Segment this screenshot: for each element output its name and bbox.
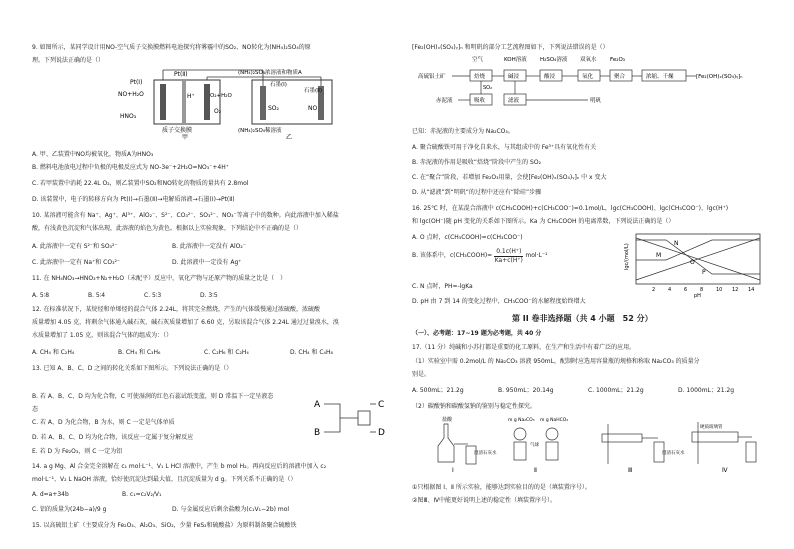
graph-xtick-8: 8 <box>700 287 704 293</box>
q17-option-d: D. 1000mL；21.2g <box>678 387 735 394</box>
flow-step-alkali: 碱浸 <box>508 74 520 80</box>
q14-stem-line1: 14. a g Mg、Al 合金完全溶解在 c₁ mol·L⁻¹、V₁ L HCl 溶液中，产生 b mol H₂。再向反应后的溶液中加入 c₂ <box>32 463 327 470</box>
q9-option-a: A. 甲、乙装置中NO均被氧化，物质A为HNO₃ <box>32 151 154 158</box>
graph-xlabel: pH <box>694 293 701 298</box>
label-o2: O₂ <box>214 108 222 115</box>
graph-xtick-4: 4 <box>668 287 672 293</box>
q16-stem-line1: 16. 25℃ 时，在某混合溶液中 c(CH₃COOH)+c(CH₃COO⁻)=0.1mol/L，lgc(CH₃COOH)、lgc(CH₃COO⁻)、lgc(H⁺) <box>412 205 729 212</box>
q10-option-d: D. 此溶液中一定没有 Ag⁺ <box>172 259 242 266</box>
flow-step-absorb: 吸收 <box>474 98 486 104</box>
graph-xtick-14: 14 <box>748 287 755 293</box>
graph-point-p: P <box>702 269 706 276</box>
q15-option-c: C. 在“聚合”阶段，若增加 Fe₂O₃用量，会使[Fe₂(OH)ₓ(SO₄)ᵧ]ₙ 中 x 变大 <box>412 174 607 181</box>
q12-option-b: B. CH₄ 和 C₃H₆ <box>118 349 161 356</box>
flow-top-air: 空气 <box>472 57 484 63</box>
label-graphite1: 石墨(Ⅰ) <box>270 82 287 88</box>
left-column <box>32 0 402 549</box>
label-nh4so4-conc: (NH₄)₂SO₄浓溶液和物质A <box>238 70 302 76</box>
flow-product-alum: 明矾 <box>590 98 602 104</box>
q9-option-c: C. 若甲装置中消耗 22.4L O₂，则乙装置中SO₂和NO转化的物质的量共有 2.8mol <box>32 180 249 187</box>
q11-options <box>32 292 218 300</box>
q16-option-c: C. N 点时，PH=-lgKa <box>412 283 473 290</box>
q17-stem: 17.（11 分）纯碱和小苏打都是重要的化工原料，在生产和生活中有着广泛的应用。 <box>412 344 636 351</box>
q13-option-e: E. 若 D 为 Fe₂O₃，则 C 一定为铝 <box>32 448 123 455</box>
q15-flowchart <box>412 54 762 120</box>
q15-note: 已知：赤泥液的主要成分为 Na₂CO₃。 <box>412 128 514 135</box>
q16-stem-line2: 和 lgc(OH⁻)随 pH 变化的关系如下图所示。Ka 为 CH₃COOH 的电离常数，下列说法正确的是（） <box>412 218 675 225</box>
q16-option-b-prefix: B. 该体系中， <box>412 252 450 260</box>
flow-redmud: 赤泥液 <box>436 98 453 104</box>
q17-1-options <box>412 387 734 395</box>
q14-option-b: B. c₁=c₂V₂/V₁ <box>122 491 162 498</box>
graph-xtick-10: 10 <box>716 287 723 293</box>
proton-membrane <box>182 80 186 124</box>
graph-point-m: M <box>656 252 662 259</box>
q13-option-b-wrap: 态 <box>32 406 39 413</box>
q10-options-row2 <box>32 259 241 267</box>
q14-options-row2 <box>32 506 289 514</box>
q12-option-c: C. C₂H₆ 和 C₂H₄ <box>204 349 249 356</box>
node-b: B <box>314 428 321 438</box>
label-nh4so4-dilute: (NH₄)₂SO₄稀溶液 <box>238 128 282 134</box>
q14-option-c: C. 铝的质量为(24b−a)/9 g <box>32 506 107 513</box>
q17-apparatus <box>422 414 762 474</box>
label-hno3: HNO₃ <box>120 113 137 120</box>
apparatus-hcl: 盐酸 <box>442 417 453 423</box>
q10-stem-line2: 酸，有浅黄色沉淀和气体出现，此溶液的焰色为黄色。根据以上实验现象，下列结论中不正确的是（） <box>32 225 303 232</box>
q16-option-d: D. pH 由 7 到 14 的变化过程中，CH₃COO⁻的水解程度始终增大 <box>412 298 586 305</box>
q11-option-a: A. 5∶8 <box>32 292 50 299</box>
q12-stem-line1: 12. 在标准状况下，某烷烃和单烯烃的混合气体 2.24L，将其完全燃烧，产生的气体缓慢通过浓硫酸，浓硫酸 <box>32 306 321 313</box>
q16-option-b <box>412 248 547 264</box>
q10-option-b: B. 此溶液中一定没有 AlO₂⁻ <box>172 243 246 250</box>
q15-option-b: B. 赤泥液的作用是吸收“焙烧”阶段中产生的 SO₂ <box>412 159 541 166</box>
electrode-graphite1 <box>260 86 266 120</box>
flow-step-acid: 酸浸 <box>544 74 556 80</box>
q12-stem-line3: 水质量增加了 1.05 克，则该混合气体的组成为：（） <box>32 332 173 339</box>
graph-xtick-2: 2 <box>652 287 656 293</box>
q17-2-part-a: ①只根据图 Ⅰ、Ⅱ 所示实验，能够达到实验目的的是（填装置序号）。 <box>412 484 591 491</box>
q17-1-line1: （1）实验室中需 0.2mol/L 的 Na₂CO₃ 溶液 950mL，配制时应选用容量瓶的规格和称取 Na₂CO₃ 的质量分 <box>412 358 700 365</box>
q15-stem-cont: [Fe₂(OH)ₓ(SO₄)ᵧ]ₙ 和明矾的部分工艺流程图如下，下列说法错误的是（） <box>412 44 609 51</box>
electrode-pt1 <box>160 84 166 120</box>
label-yi: 乙 <box>286 134 293 140</box>
q10-option-a: A. 此溶液中一定有 S²⁻和 SO₃²⁻ <box>32 243 118 250</box>
graph-xtick-12: 12 <box>732 287 739 293</box>
q14-options-row1 <box>32 491 161 499</box>
q13-option-d: D. 若 A、B、C、D 均为化合物，该反应一定属于复分解反应 <box>32 434 194 441</box>
q10-option-c: C. 此溶液中一定有 Na⁺和 CO₃²⁻ <box>32 259 121 266</box>
flow-top-h2o2: 双氧水 <box>580 57 597 63</box>
q16-option-a: A. O 点时，c(CH₃COOH)=c(CH₃COO⁻) <box>412 234 523 241</box>
q17-2-stem: （2）碳酸钠和碳酸氢钠的鉴别与稳定性探究。 <box>412 403 536 410</box>
apparatus-limewater-1: 澄清石灰水 <box>474 451 497 456</box>
part2-section: （一）、必考题：17~19 题为必考题，共 40 分 <box>412 330 542 337</box>
apparatus-label-4: Ⅳ <box>722 467 728 474</box>
label-jia: 甲 <box>182 134 189 140</box>
flow-product-polyferric: [Fe₂(OH)ₓ(SO₄)ᵧ]ₙ <box>696 74 743 80</box>
q16-graph <box>622 230 764 298</box>
q13-option-b: B. 若 A、B、C、D 均为化合物，C 可使湿润的红色石蕊试纸变蓝，则 D 常温下一定呈液态 <box>32 393 274 400</box>
q11-stem: 11. 在 NH₄NO₃→HNO₃+N₂+H₂O（未配平）反应中，氧化产物与还原产物的质量之比是（ ） <box>32 275 287 282</box>
q10-options-row1 <box>32 243 246 251</box>
flow-top-h2so4: H₂SO₄溶液 <box>540 57 568 63</box>
part2-title: 第 II 卷非选择题（共 4 小题 52 分） <box>512 314 653 323</box>
q13-option-c: C. 若 A、D 为化合物，B 为水，则 C 一定是气体单质 <box>32 419 175 426</box>
node-a: A <box>314 400 321 410</box>
apparatus-balloon: 气球 <box>530 443 539 448</box>
electrode-pt2 <box>204 84 210 120</box>
label-no: NO <box>308 105 318 112</box>
flow-so2: SO₂ <box>483 85 493 91</box>
label-no-h2o: NO+H₂O <box>118 91 144 98</box>
flow-step-filtrate: 滤液 <box>508 98 520 104</box>
label-membrane: 质子交换膜 <box>162 127 193 134</box>
label-graphite2: 石墨(Ⅱ) <box>304 88 322 94</box>
q15-stem: 15. 以高硫铝土矿（主要成分为 Fe₂O₃、Al₂O₃、SiO₂，少量 FeS₂和硫酸盐）为原料制备聚合硫酸铁 <box>32 522 297 529</box>
q13-reaction-diagram <box>312 397 392 441</box>
label-so2: SO₂ <box>268 105 279 112</box>
apparatus-tube: 硬质玻璃管 <box>700 425 723 430</box>
q14-option-a: A. d=a+34b <box>32 491 69 498</box>
apparatus-na2co3: m g Na₂CO₃ <box>508 418 535 423</box>
q11-option-b: B. 5∶4 <box>88 292 106 299</box>
apparatus-nahco3: m g NaHCO₃ <box>540 418 569 423</box>
q12-option-d: D. CH₄ 和 C₄H₈ <box>290 349 333 356</box>
label-o2-h2o: O₂+H₂O <box>210 93 232 99</box>
q16-option-b-numerator: 0.1c(H⁺) <box>496 248 522 255</box>
graph-xtick-6: 6 <box>684 287 688 293</box>
q17-option-c: C. 1000mL；21.2g <box>588 387 644 394</box>
q9-option-b: B. 燃料电池放电过程中负极的电极反应式为 NO-3e⁻+2H₂O=NO₃⁻+4H⁺ <box>32 164 229 171</box>
flow-step-oxidize: 氧化 <box>582 74 594 80</box>
q11-option-c: C. 5∶3 <box>144 292 162 299</box>
q9-electrochem-diagram <box>42 66 342 140</box>
right-column <box>412 0 764 549</box>
q17-option-b: B. 950mL；20.14g <box>498 387 554 394</box>
label-pt1: Pt(Ⅰ) <box>130 79 143 86</box>
q17-2-part-b: ②图Ⅲ、Ⅳ中能更好说明上述的稳定性（填装置序号）。 <box>412 497 557 504</box>
q14-option-d: D. 与金属反应后剩余盐酸为(c₁V₁−2b) mol <box>172 506 290 513</box>
q14-stem-line2: mol·L⁻¹、V₂ L NaOH 溶液，恰好使沉淀达到最大值，且沉淀质量为 d g。下列关系不正确的是（） <box>32 476 297 483</box>
q16-option-b-denominator: Ka+c(H⁺) <box>494 256 523 264</box>
q9-stem-line2: 理。下列说法正确的是（） <box>32 57 105 64</box>
flow-step-concentrate: 浓缩、干燥 <box>646 74 674 80</box>
q9-option-d: D. 该装置中，电子的转移方向为 Pt(Ⅰ)→石墨(Ⅱ)→电解质溶液→石墨(Ⅰ)→Pt(Ⅱ) <box>32 196 235 203</box>
graph-ylabel: lgc/(mol/L) <box>624 243 630 270</box>
flow-step-roast: 焙烧 <box>474 74 486 80</box>
flow-top-koh: KOH溶液 <box>504 57 527 63</box>
q9-stem-line1: 9. 如图所示，某同学设计用NO-空气质子交换膜燃料电池探究将雾霾中的SO₂、NO转化为(NH₄)₂SO₄的原 <box>32 44 311 51</box>
node-c: C <box>378 400 385 410</box>
q15-option-a: A. 聚合硫酸铁可用于净化自来水，与其组成中的 Fe³⁺具有氧化性有关 <box>412 144 597 151</box>
q17-option-a: A. 500mL；21.2g <box>412 387 464 394</box>
flow-step-polymerize: 聚合 <box>614 74 626 80</box>
label-hplus: H⁺ <box>187 93 195 100</box>
q15-option-d: D. 从“滤液”到“明矾”的过程中还应有“除硅”步骤 <box>412 189 542 196</box>
node-d: D <box>378 428 385 438</box>
apparatus-limewater-3: 澄清石灰水 <box>662 451 685 456</box>
graph-point-n: N <box>674 240 679 247</box>
apparatus-label-3: Ⅲ <box>628 467 633 474</box>
q13-stem: 13. 已知 A、B、C、D 之间的转化关系如下图所示。下列说法正确的是（） <box>32 365 233 372</box>
q10-stem-line1: 10. 某溶液可能含有 Na⁺、Ag⁺、Al³⁺、AlO₂⁻、S²⁻、CO₃²⁻、SO₃²⁻、NO₃⁻等离子中的数种。向此溶液中加入稀盐 <box>32 212 339 219</box>
flow-ore: 高硫铝土矿 <box>418 74 446 80</box>
q12-options <box>32 349 333 357</box>
q16-option-b-fraction <box>494 248 523 264</box>
q12-option-a: A. CH₄ 和 C₂H₄ <box>32 349 75 356</box>
flow-top-fe2o3: Fe₂O₃ <box>610 57 625 63</box>
q16-option-b-unit: mol·L⁻¹ <box>525 252 548 260</box>
apparatus-label-2: Ⅱ <box>534 467 537 474</box>
graph-point-o: O <box>690 259 695 266</box>
q11-option-d: D. 3∶5 <box>200 292 218 299</box>
q17-1-line2: 别是。 <box>412 371 431 378</box>
label-pt2: Pt(Ⅱ) <box>174 71 188 78</box>
q12-stem-line2: 质量增加 4.05 克，将剩余气体通入碱石灰，碱石灰质量增加了 6.60 克，另取该混合气体 2.24L 通过过量溴水，溴 <box>32 319 339 326</box>
q16-option-b-lhs: c(CH₃COOH)= <box>449 252 493 260</box>
apparatus-label-1: Ⅰ <box>452 467 454 474</box>
